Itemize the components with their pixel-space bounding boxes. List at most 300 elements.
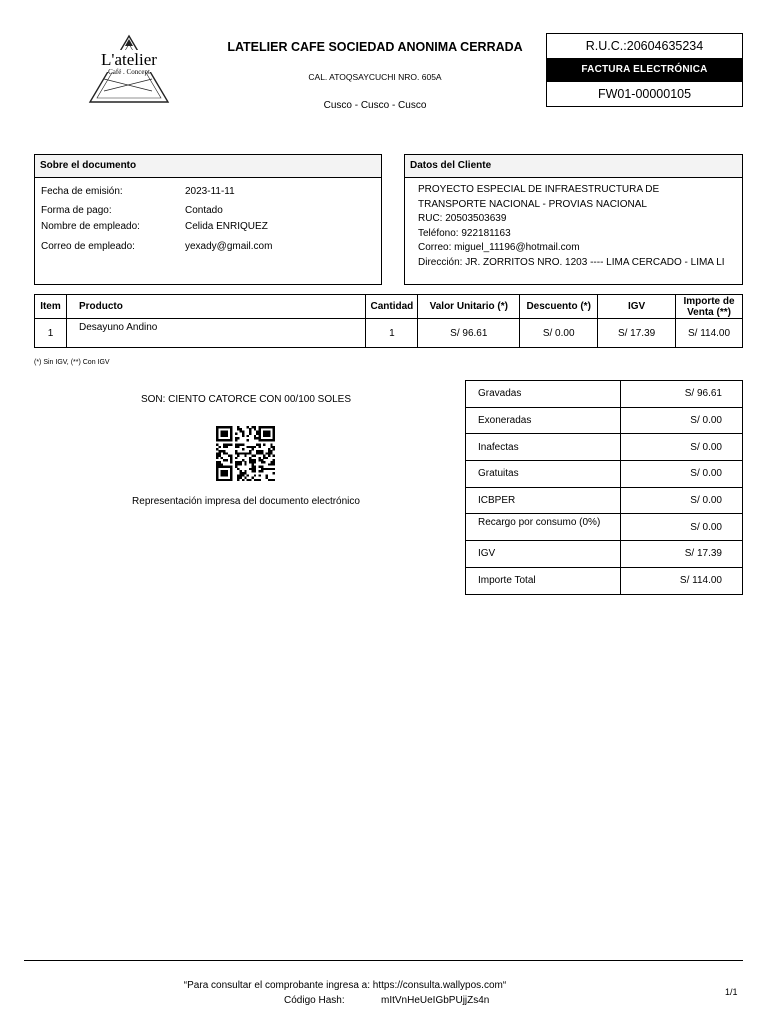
qr-module <box>221 470 223 472</box>
qr-module <box>230 437 232 439</box>
qr-module <box>225 474 227 476</box>
qr-module <box>258 459 260 461</box>
total-label: Importe Total <box>466 567 621 594</box>
qr-module <box>216 463 218 465</box>
qr-module <box>216 479 218 481</box>
qr-module <box>251 477 253 479</box>
qr-module <box>258 426 260 428</box>
qr-module <box>254 437 256 439</box>
qr-module <box>261 452 263 454</box>
qr-module <box>228 466 230 468</box>
qr-module <box>251 466 253 468</box>
qr-module <box>223 466 225 468</box>
qr-module <box>244 477 246 479</box>
qr-module <box>261 426 263 428</box>
qr-module <box>230 461 232 463</box>
qr-module <box>240 472 242 474</box>
qr-module <box>254 468 256 470</box>
qr-module <box>216 430 218 432</box>
qr-module <box>216 437 218 439</box>
col-quantity: Cantidad <box>366 295 418 319</box>
qr-module <box>256 444 258 446</box>
qr-module <box>247 474 249 476</box>
qr-module <box>256 430 258 432</box>
qr-module <box>216 435 218 437</box>
qr-module <box>273 463 275 465</box>
employee-email-value: yexady@gmail.com <box>185 241 273 252</box>
qr-module <box>249 459 251 461</box>
col-discount: Descuento (*) <box>520 295 598 319</box>
qr-module <box>273 446 275 448</box>
qr-module <box>235 433 237 435</box>
qr-module <box>268 426 270 428</box>
qr-module <box>251 448 253 450</box>
qr-module <box>237 437 239 439</box>
qr-module <box>237 446 239 448</box>
qr-module <box>237 474 239 476</box>
total-value: S/ 0.00 <box>621 434 743 461</box>
item-quantity: 1 <box>366 319 418 348</box>
qr-module <box>249 430 251 432</box>
footer-divider <box>24 960 743 961</box>
qr-module <box>263 433 265 435</box>
qr-module <box>273 459 275 461</box>
qr-module <box>216 433 218 435</box>
qr-module <box>263 426 265 428</box>
qr-module <box>268 448 270 450</box>
qr-module <box>235 463 237 465</box>
qr-module <box>242 430 244 432</box>
qr-module <box>266 457 268 459</box>
employee-name-label: Nombre de empleado: <box>41 221 140 232</box>
qr-module <box>249 450 251 452</box>
qr-module <box>240 428 242 430</box>
qr-module <box>218 466 220 468</box>
total-row <box>466 567 743 594</box>
qr-module <box>254 474 256 476</box>
qr-module <box>235 466 237 468</box>
qr-module <box>230 439 232 441</box>
qr-module <box>225 472 227 474</box>
qr-module <box>266 452 268 454</box>
qr-module <box>268 452 270 454</box>
qr-module <box>273 468 275 470</box>
qr-module <box>268 479 270 481</box>
qr-module <box>251 446 253 448</box>
client-address: Dirección: JR. ZORRITOS NRO. 1203 ---- LIMA CERCADO - LIMA LI <box>418 256 725 268</box>
qr-module <box>263 444 265 446</box>
qr-module <box>225 444 227 446</box>
tax-note: (*) Sin IGV, (**) Con IGV <box>34 359 110 366</box>
qr-module <box>221 457 223 459</box>
qr-module <box>242 459 244 461</box>
qr-module <box>273 439 275 441</box>
item-unit-value: S/ 96.61 <box>418 319 520 348</box>
qr-module <box>254 479 256 481</box>
qr-module <box>221 435 223 437</box>
total-value: S/ 0.00 <box>621 407 743 434</box>
qr-module <box>270 444 272 446</box>
qr-module <box>273 426 275 428</box>
qr-module <box>225 446 227 448</box>
total-value: S/ 96.61 <box>621 381 743 408</box>
qr-module <box>230 430 232 432</box>
qr-module <box>216 455 218 457</box>
qr-module <box>263 461 265 463</box>
client-info-heading: Datos del Cliente <box>405 155 742 178</box>
qr-module <box>268 468 270 470</box>
qr-module <box>273 472 275 474</box>
qr-module <box>261 459 263 461</box>
qr-module <box>251 463 253 465</box>
qr-module <box>225 430 227 432</box>
qr-module <box>249 461 251 463</box>
qr-module <box>258 428 260 430</box>
qr-module <box>240 470 242 472</box>
item-igv: S/ 17.39 <box>598 319 676 348</box>
qr-module <box>244 455 246 457</box>
total-label: Inafectas <box>466 434 621 461</box>
qr-module <box>221 426 223 428</box>
qr-module <box>270 468 272 470</box>
qr-module <box>254 470 256 472</box>
qr-module <box>221 430 223 432</box>
qr-module <box>223 426 225 428</box>
qr-module <box>242 479 244 481</box>
total-value: S/ 0.00 <box>621 514 743 541</box>
qr-module <box>273 455 275 457</box>
qr-module <box>251 426 253 428</box>
qr-module <box>223 450 225 452</box>
qr-module <box>254 459 256 461</box>
total-value: S/ 0.00 <box>621 487 743 514</box>
total-label: Gratuitas <box>466 461 621 488</box>
qr-module <box>273 430 275 432</box>
col-item: Item <box>35 295 67 319</box>
qr-module <box>221 474 223 476</box>
qr-module <box>230 426 232 428</box>
qr-module <box>240 463 242 465</box>
qr-module <box>235 437 237 439</box>
qr-module <box>261 439 263 441</box>
qr-module <box>237 468 239 470</box>
qr-module <box>258 452 260 454</box>
payment-method-label: Forma de pago: <box>41 205 112 216</box>
qr-module <box>266 439 268 441</box>
qr-module <box>235 439 237 441</box>
total-row <box>466 407 743 434</box>
col-sale-amount: Importe de Venta (**) <box>676 295 743 319</box>
qr-module <box>254 455 256 457</box>
qr-module <box>230 444 232 446</box>
total-label: Gravadas <box>466 381 621 408</box>
qr-module <box>225 433 227 435</box>
qr-module <box>273 428 275 430</box>
qr-module <box>237 479 239 481</box>
qr-module <box>216 428 218 430</box>
total-label: Recargo por consumo (0%) <box>466 514 621 541</box>
qr-module <box>223 452 225 454</box>
qr-module <box>263 439 265 441</box>
qr-module <box>225 435 227 437</box>
qr-module <box>216 461 218 463</box>
qr-module <box>230 479 232 481</box>
qr-module <box>247 435 249 437</box>
qr-module <box>251 461 253 463</box>
qr-module <box>270 461 272 463</box>
qr-module <box>216 444 218 446</box>
qr-module <box>270 452 272 454</box>
qr-module <box>258 437 260 439</box>
qr-module <box>216 468 218 470</box>
qr-module <box>223 439 225 441</box>
qr-module <box>237 426 239 428</box>
qr-module <box>249 457 251 459</box>
qr-module <box>268 430 270 432</box>
qr-module <box>256 479 258 481</box>
qr-module <box>266 426 268 428</box>
qr-module <box>225 439 227 441</box>
invoice-number: FW01-00000105 <box>597 87 692 101</box>
qr-module <box>249 452 251 454</box>
qr-module <box>254 466 256 468</box>
qr-module <box>244 452 246 454</box>
qr-module <box>261 466 263 468</box>
qr-module <box>240 461 242 463</box>
qr-module <box>216 474 218 476</box>
qr-module <box>235 461 237 463</box>
total-row <box>466 541 743 568</box>
qr-module <box>216 472 218 474</box>
qr-module <box>273 435 275 437</box>
client-ruc: RUC: 20503503639 <box>418 213 507 225</box>
qr-module <box>273 479 275 481</box>
item-number: 1 <box>35 319 67 348</box>
qr-module <box>244 470 246 472</box>
total-row <box>466 461 743 488</box>
qr-module <box>225 470 227 472</box>
qr-module <box>273 437 275 439</box>
qr-module <box>263 435 265 437</box>
qr-module <box>223 479 225 481</box>
qr-module <box>258 435 260 437</box>
qr-module <box>268 433 270 435</box>
qr-module <box>223 444 225 446</box>
qr-module <box>235 446 237 448</box>
employee-email-label: Correo de empleado: <box>41 241 135 252</box>
company-city: Cusco - Cusco - Cusco <box>323 100 427 111</box>
total-value: S/ 0.00 <box>621 461 743 488</box>
qr-module <box>254 461 256 463</box>
qr-module <box>230 472 232 474</box>
qr-module <box>223 472 225 474</box>
qr-module <box>240 474 242 476</box>
qr-module <box>218 452 220 454</box>
client-line: TRANSPORTE NACIONAL - PROVIAS NACIONAL <box>418 198 647 210</box>
item-product: Desayuno Andino <box>66 319 365 348</box>
payment-method-value: Contado <box>185 205 223 216</box>
qr-module <box>230 433 232 435</box>
total-label: IGV <box>466 541 621 568</box>
total-row <box>466 381 743 408</box>
qr-module <box>225 479 227 481</box>
qr-module <box>268 435 270 437</box>
qr-module <box>258 479 260 481</box>
qr-module <box>235 452 237 454</box>
document-info-heading: Sobre el documento <box>35 155 381 178</box>
qr-module <box>256 433 258 435</box>
invoice-type: FACTURA ELECTRÓNICA <box>547 58 742 82</box>
item-sale-amount: S/ 114.00 <box>676 319 743 348</box>
qr-module <box>225 459 227 461</box>
qr-module <box>230 468 232 470</box>
qr-module <box>223 474 225 476</box>
qr-module <box>256 437 258 439</box>
col-unit-value: Valor Unitario (*) <box>418 295 520 319</box>
qr-module <box>221 439 223 441</box>
qr-module <box>268 455 270 457</box>
company-logo <box>86 34 172 104</box>
qr-module <box>266 433 268 435</box>
qr-module <box>251 468 253 470</box>
client-line: PROYECTO ESPECIAL DE INFRAESTRUCTURA DE <box>418 184 660 195</box>
qr-module <box>218 455 220 457</box>
qr-module <box>216 470 218 472</box>
qr-module <box>216 448 218 450</box>
amount-in-words: SON: CIENTO CATORCE CON 00/100 SOLES <box>140 394 352 405</box>
qr-module <box>266 468 268 470</box>
qr-module <box>268 463 270 465</box>
qr-module <box>258 450 260 452</box>
qr-module <box>258 466 260 468</box>
qr-module <box>237 477 239 479</box>
qr-module <box>256 450 258 452</box>
qr-module <box>266 474 268 476</box>
qr-module <box>223 435 225 437</box>
qr-module <box>251 455 253 457</box>
qr-module <box>247 426 249 428</box>
qr-module <box>249 433 251 435</box>
qr-module <box>216 466 218 468</box>
qr-module <box>254 428 256 430</box>
qr-module <box>223 459 225 461</box>
qr-module <box>240 444 242 446</box>
qr-module <box>230 459 232 461</box>
qr-module <box>263 457 265 459</box>
qr-module <box>240 477 242 479</box>
qr-module <box>218 426 220 428</box>
total-row <box>466 434 743 461</box>
qr-module <box>242 452 244 454</box>
qr-module <box>223 433 225 435</box>
client-phone: Teléfono: 922181163 <box>418 227 511 239</box>
total-label: ICBPER <box>466 487 621 514</box>
qr-module <box>242 444 244 446</box>
qr-module <box>273 448 275 450</box>
qr-module <box>263 468 265 470</box>
hash-value: mItVnHeUeIGbPUjjZs4n <box>381 995 490 1006</box>
qr-module <box>225 426 227 428</box>
qr-module <box>237 452 239 454</box>
qr-module <box>242 433 244 435</box>
client-info-box <box>404 154 743 285</box>
qr-module <box>251 470 253 472</box>
qr-module <box>247 439 249 441</box>
qr-module <box>242 448 244 450</box>
qr-module <box>228 479 230 481</box>
total-value: S/ 17.39 <box>621 541 743 568</box>
total-row <box>466 514 743 541</box>
client-details <box>418 183 743 271</box>
qr-module <box>266 430 268 432</box>
qr-module <box>254 426 256 428</box>
qr-module <box>221 479 223 481</box>
qr-module <box>228 444 230 446</box>
table-row <box>35 319 743 348</box>
qr-module <box>216 439 218 441</box>
col-product: Producto <box>66 295 365 319</box>
qr-module <box>230 428 232 430</box>
qr-module <box>249 428 251 430</box>
qr-module <box>235 457 237 459</box>
qr-module <box>221 463 223 465</box>
qr-module <box>261 470 263 472</box>
invoice-id-box <box>546 33 743 107</box>
qr-module <box>228 426 230 428</box>
qr-module <box>270 426 272 428</box>
consult-note: “Para consultar el comprobante ingresa a: https://consulta.wallypos.com“ <box>183 980 507 991</box>
qr-module <box>237 455 239 457</box>
employee-name-value: Celida ENRIQUEZ <box>185 221 268 232</box>
issue-date-value: 2023-11-11 <box>185 186 235 197</box>
qr-module <box>254 446 256 448</box>
qr-module <box>230 457 232 459</box>
qr-module <box>258 470 260 472</box>
qr-module <box>249 468 251 470</box>
client-email: Correo: miguel_11196@hotmail.com <box>418 242 580 254</box>
qr-module <box>235 444 237 446</box>
qr-module <box>228 455 230 457</box>
qr-module <box>223 430 225 432</box>
qr-module <box>273 433 275 435</box>
qr-module <box>216 426 218 428</box>
company-name: LATELIER CAFE SOCIEDAD ANONIMA CERRADA <box>227 40 523 54</box>
qr-module <box>230 466 232 468</box>
qr-module <box>244 463 246 465</box>
qr-module <box>258 474 260 476</box>
qr-module <box>223 446 225 448</box>
qr-module <box>244 472 246 474</box>
qr-module <box>244 461 246 463</box>
qr-module <box>270 439 272 441</box>
items-table <box>34 294 743 348</box>
qr-module <box>221 472 223 474</box>
qr-module <box>258 444 260 446</box>
qr-module <box>230 435 232 437</box>
qr-module <box>261 450 263 452</box>
qr-module <box>235 450 237 452</box>
company-address: CAL. ATOQSAYCUCHI NRO. 605A <box>308 72 442 82</box>
qr-module <box>221 450 223 452</box>
qr-module <box>270 463 272 465</box>
ruc-number: R.U.C.:20604635234 <box>585 39 704 53</box>
items-header-row <box>35 295 743 319</box>
logo-name: L'atelier <box>101 50 157 69</box>
qr-module <box>230 455 232 457</box>
qr-module <box>254 435 256 437</box>
qr-module <box>258 439 260 441</box>
qr-module <box>221 466 223 468</box>
